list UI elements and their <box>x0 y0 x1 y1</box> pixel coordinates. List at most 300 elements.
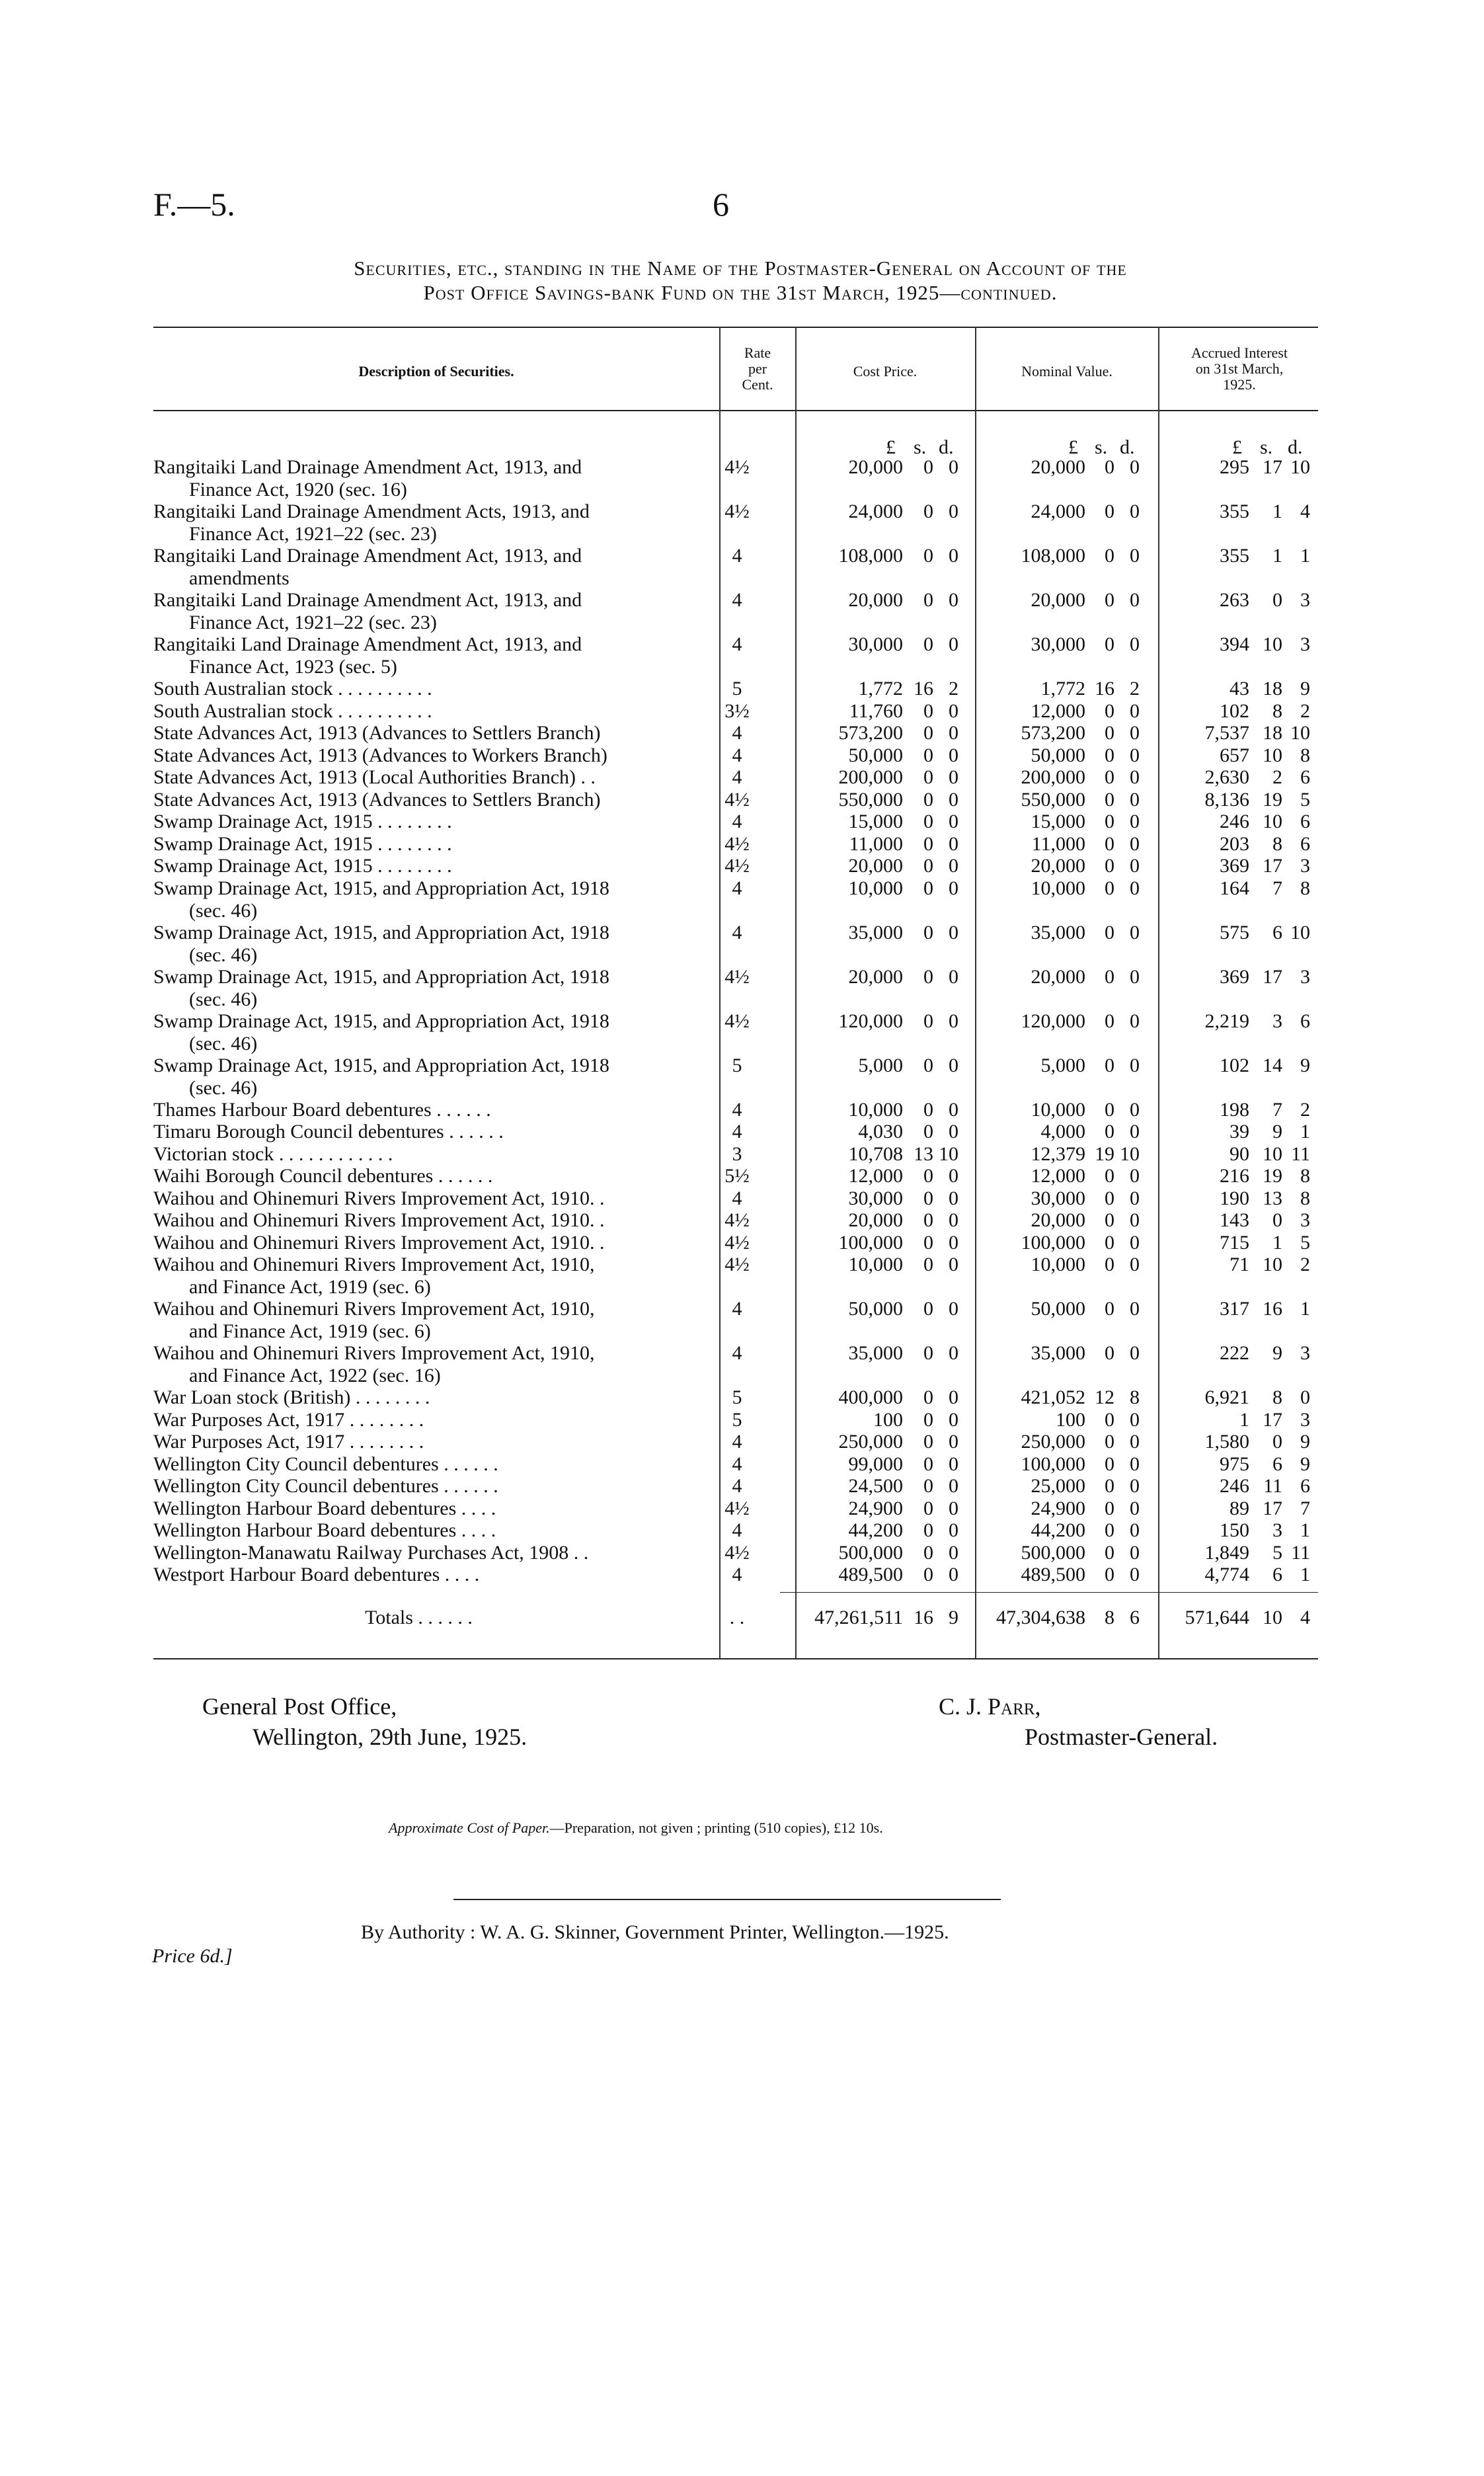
nominal-shillings: 19 <box>1095 1142 1114 1165</box>
accrued-shillings: 10 <box>1263 1254 1282 1275</box>
nominal-pounds: 4,000 <box>1040 1121 1085 1142</box>
security-description-line: Wellington Harbour Board debentures . . . . <box>153 1497 496 1519</box>
cost-shillings: 0 <box>923 699 933 722</box>
page-reference: F.—5. <box>153 186 235 223</box>
security-description-line: Swamp Drainage Act, 1915, and Appropriation Act, 1918 <box>153 877 609 899</box>
cost-shillings: 0 <box>923 744 933 766</box>
security-description <box>153 1498 722 1520</box>
cost-pounds: 30,000 <box>848 1187 903 1209</box>
accrued-pence: 1 <box>1300 545 1310 567</box>
cost-pence: 0 <box>949 1342 958 1364</box>
unit-shillings: s. <box>914 436 927 458</box>
nominal-pounds: 108,000 <box>1021 545 1085 567</box>
accrued-shillings: 10 <box>1263 1142 1282 1165</box>
accrued-pence: 3 <box>1300 1209 1310 1231</box>
cost-shillings: 0 <box>923 1342 933 1364</box>
accrued-shillings: 6 <box>1272 921 1282 943</box>
security-description <box>153 678 722 700</box>
rate-cell: 4½ <box>724 1010 750 1032</box>
accrued-pence: 10 <box>1290 722 1310 744</box>
cost-shillings: 0 <box>923 589 933 611</box>
nominal-pence: 0 <box>1130 921 1140 943</box>
nominal-shillings: 0 <box>1105 1098 1114 1121</box>
nominal-pounds: 50,000 <box>1031 1298 1085 1320</box>
nominal-pounds: 20,000 <box>1031 855 1085 877</box>
accrued-shillings: 10 <box>1263 811 1282 832</box>
cost-shillings: 0 <box>923 1165 933 1187</box>
cost-shillings: 0 <box>923 832 933 855</box>
cost-pence: 0 <box>949 1231 958 1254</box>
security-description <box>153 1055 722 1099</box>
accrued-shillings: 17 <box>1263 1497 1282 1519</box>
nominal-pounds: 15,000 <box>1031 811 1085 832</box>
totals-nominal-shillings: 8 <box>1105 1607 1114 1628</box>
nominal-pounds: 5,000 <box>1040 1054 1085 1076</box>
accrued-pence: 4 <box>1300 500 1310 522</box>
cost-pounds: 10,000 <box>848 1254 903 1275</box>
security-description-line: and Finance Act, 1919 (sec. 6) <box>189 1276 431 1298</box>
cost-pence: 0 <box>949 1054 958 1076</box>
nominal-pounds: 250,000 <box>1021 1431 1085 1453</box>
cost-shillings: 0 <box>923 788 933 811</box>
price: Price 6d.] <box>152 1945 233 1967</box>
security-description-line: Swamp Drainage Act, 1915 . . . . . . . . <box>153 811 452 832</box>
nominal-pence: 0 <box>1130 766 1140 788</box>
cost-pence: 0 <box>949 1010 958 1032</box>
accrued-pounds: 394 <box>1220 633 1249 655</box>
unit-pounds: £ <box>886 436 896 458</box>
nominal-pence: 0 <box>1130 788 1140 811</box>
cost-pence: 0 <box>949 855 958 877</box>
accrued-shillings: 0 <box>1272 1431 1282 1453</box>
accrued-pence: 11 <box>1291 1142 1310 1165</box>
rate-cell: 4 <box>732 1431 742 1453</box>
rate-cell: 4 <box>732 744 742 766</box>
cost-shillings: 0 <box>923 921 933 943</box>
accrued-shillings: 0 <box>1272 1209 1282 1231</box>
signer-title: Postmaster-General. <box>1025 1724 1218 1750</box>
rate-cell: 4 <box>732 722 742 744</box>
unit-pence: d. <box>939 436 954 458</box>
security-description <box>153 1342 722 1387</box>
nominal-pounds: 20,000 <box>1031 965 1085 988</box>
accrued-pence: 3 <box>1300 633 1310 655</box>
security-description <box>153 456 722 501</box>
nominal-pence: 0 <box>1130 500 1140 522</box>
rate-cell: 4 <box>732 1121 742 1142</box>
security-description <box>153 1431 722 1453</box>
nominal-pounds: 421,052 <box>1021 1386 1085 1408</box>
nominal-shillings: 0 <box>1105 788 1114 811</box>
nominal-shillings: 0 <box>1105 1408 1114 1431</box>
security-description-line: State Advances Act, 1913 (Local Authorities Branch) . . <box>153 766 596 788</box>
nominal-pence: 0 <box>1130 877 1140 899</box>
nominal-pence: 0 <box>1130 1121 1140 1142</box>
rate-cell: 5 <box>732 1386 742 1408</box>
cost-pounds: 108,000 <box>838 545 903 567</box>
accrued-shillings: 6 <box>1272 1453 1282 1475</box>
totals-label: Totals . . . . . . <box>365 1607 473 1628</box>
accrued-shillings: 18 <box>1263 678 1282 699</box>
cost-pounds: 5,000 <box>858 1054 903 1076</box>
accrued-pounds: 216 <box>1220 1165 1249 1187</box>
nominal-pence: 0 <box>1130 545 1140 567</box>
nominal-pounds: 489,500 <box>1021 1564 1085 1585</box>
accrued-shillings: 3 <box>1272 1010 1282 1032</box>
cost-pence: 0 <box>949 832 958 855</box>
nominal-shillings: 0 <box>1105 965 1114 988</box>
security-description-line: Waihou and Ohinemuri Rivers Improvement Act, 1910. . <box>153 1187 605 1209</box>
security-description-line: Swamp Drainage Act, 1915, and Appropriation Act, 1918 <box>153 921 609 943</box>
cost-shillings: 0 <box>923 1054 933 1076</box>
cost-pence: 0 <box>949 1254 958 1275</box>
security-description-line: (sec. 46) <box>189 988 258 1010</box>
office-line-1: General Post Office, <box>202 1693 397 1720</box>
nominal-pounds: 100,000 <box>1021 1453 1085 1475</box>
rate-cell: 4½ <box>724 456 750 478</box>
cost-pounds: 35,000 <box>848 921 903 943</box>
cost-pence: 0 <box>949 1121 958 1142</box>
accrued-pounds: 150 <box>1220 1519 1249 1541</box>
accrued-pounds: 355 <box>1220 500 1249 522</box>
cost-pence: 0 <box>949 744 958 766</box>
accrued-pence: 1 <box>1300 1121 1310 1142</box>
accrued-shillings: 7 <box>1272 877 1282 899</box>
security-description <box>153 1254 722 1298</box>
cost-pounds: 489,500 <box>838 1564 903 1585</box>
security-description <box>153 1010 722 1055</box>
security-description <box>153 1143 722 1166</box>
security-description <box>153 966 722 1011</box>
accrued-pounds: 190 <box>1220 1187 1249 1209</box>
accrued-pence: 3 <box>1300 1408 1310 1431</box>
nominal-pounds: 12,379 <box>1031 1142 1085 1165</box>
accrued-pence: 2 <box>1300 699 1310 722</box>
cost-pounds: 20,000 <box>848 855 903 877</box>
cost-pence: 0 <box>949 589 958 611</box>
accrued-pounds: 6,921 <box>1204 1386 1249 1408</box>
cost-shillings: 0 <box>923 1254 933 1275</box>
rate-cell: 4 <box>732 1475 742 1497</box>
nominal-pence: 0 <box>1130 832 1140 855</box>
security-description <box>153 855 722 877</box>
column-header-accrued-line: Accrued Interest <box>1191 344 1288 361</box>
security-description <box>153 1187 722 1210</box>
nominal-pounds: 11,000 <box>1031 832 1085 855</box>
accrued-pounds: 222 <box>1220 1342 1249 1364</box>
nominal-pounds: 550,000 <box>1021 788 1085 811</box>
nominal-shillings: 0 <box>1105 1054 1114 1076</box>
nominal-shillings: 0 <box>1105 1497 1114 1519</box>
nominal-pence: 0 <box>1130 1054 1140 1076</box>
security-description-line: Wellington City Council debentures . . . . . . <box>153 1453 498 1475</box>
security-description-line: Waihou and Ohinemuri Rivers Improvement Act, 1910, <box>153 1342 595 1364</box>
security-description <box>153 789 722 811</box>
cost-pence: 0 <box>949 633 958 655</box>
cost-pounds: 10,000 <box>848 1098 903 1121</box>
nominal-shillings: 0 <box>1105 1431 1114 1453</box>
nominal-pounds: 20,000 <box>1031 1209 1085 1231</box>
cost-note-text: —Preparation, not given ; printing (510 copies), £12 10s. <box>549 1819 883 1836</box>
nominal-pounds: 1,772 <box>1040 678 1085 699</box>
cost-shillings: 0 <box>923 965 933 988</box>
accrued-pounds: 102 <box>1220 699 1249 722</box>
rate-cell: 4½ <box>724 855 750 877</box>
nominal-pence: 2 <box>1130 678 1140 699</box>
cost-pence: 0 <box>949 1298 958 1320</box>
nominal-shillings: 12 <box>1095 1386 1114 1408</box>
security-description-line: Waihou and Ohinemuri Rivers Improvement Act, 1910, <box>153 1298 595 1320</box>
nominal-pence: 0 <box>1130 855 1140 877</box>
column-header-rate-line: Rate <box>744 344 771 361</box>
cost-pence: 0 <box>949 1475 958 1497</box>
nominal-pounds: 10,000 <box>1031 1098 1085 1121</box>
totals-accrued-shillings: 10 <box>1263 1607 1282 1628</box>
rate-cell: 4 <box>732 589 742 611</box>
cost-shillings: 0 <box>923 545 933 567</box>
security-description <box>153 1121 722 1143</box>
accrued-shillings: 1 <box>1272 1231 1282 1254</box>
security-description-line: Swamp Drainage Act, 1915, and Appropriation Act, 1918 <box>153 1054 609 1076</box>
table-top-rule <box>153 327 1318 328</box>
cost-pounds: 4,030 <box>858 1121 903 1142</box>
cost-shillings: 0 <box>923 1475 933 1497</box>
cost-shillings: 0 <box>923 1121 933 1142</box>
security-description <box>153 722 722 744</box>
nominal-shillings: 0 <box>1105 832 1114 855</box>
security-description-line: (sec. 46) <box>189 1076 258 1099</box>
nominal-pounds: 30,000 <box>1031 633 1085 655</box>
accrued-pounds: 90 <box>1230 1142 1249 1165</box>
rate-cell: 4 <box>732 1298 742 1320</box>
nominal-pounds: 20,000 <box>1031 589 1085 611</box>
nominal-shillings: 0 <box>1105 1298 1114 1320</box>
accrued-pence: 10 <box>1290 921 1310 943</box>
cost-note-label: Approximate Cost of Paper. <box>389 1819 550 1836</box>
totals-cost-shillings: 16 <box>914 1607 933 1628</box>
cost-shillings: 0 <box>923 500 933 522</box>
rate-cell: 4 <box>732 633 742 655</box>
nominal-pence: 0 <box>1130 1541 1140 1564</box>
cost-pounds: 50,000 <box>848 1298 903 1320</box>
cost-pounds: 100 <box>873 1408 903 1431</box>
nominal-shillings: 0 <box>1105 1187 1114 1209</box>
column-header-accrued-line: 1925. <box>1223 376 1256 393</box>
security-description-line: Timaru Borough Council debentures . . . . . . <box>153 1121 504 1142</box>
nominal-shillings: 0 <box>1105 1209 1114 1231</box>
cost-pence: 0 <box>949 722 958 744</box>
cost-shillings: 0 <box>923 1209 933 1231</box>
cost-pence: 2 <box>949 678 958 699</box>
accrued-shillings: 19 <box>1263 788 1282 811</box>
cost-pounds: 24,900 <box>848 1497 903 1519</box>
cost-pence: 0 <box>949 1386 958 1408</box>
page-title-line-1: Securities, etc., standing in the Name of the Postmaster-General on Account of the <box>354 257 1127 280</box>
accrued-shillings: 14 <box>1263 1054 1282 1076</box>
nominal-pence: 10 <box>1120 1142 1140 1165</box>
security-description <box>153 811 722 833</box>
accrued-pence: 9 <box>1300 1431 1310 1453</box>
accrued-pounds: 2,630 <box>1204 766 1249 788</box>
accrued-shillings: 6 <box>1272 1564 1282 1585</box>
security-description-line: South Australian stock . . . . . . . . . . <box>153 678 432 699</box>
nominal-pounds: 12,000 <box>1031 1165 1085 1187</box>
cost-pounds: 24,500 <box>848 1475 903 1497</box>
cost-pence: 0 <box>949 1519 958 1541</box>
nominal-pounds: 10,000 <box>1031 877 1085 899</box>
nominal-pence: 0 <box>1130 1453 1140 1475</box>
nominal-shillings: 0 <box>1105 456 1114 478</box>
page-number: 6 <box>713 186 729 223</box>
security-description <box>153 877 722 922</box>
cost-note <box>389 1819 883 1837</box>
nominal-shillings: 0 <box>1105 766 1114 788</box>
totals-nominal-pounds: 47,304,638 <box>996 1607 1085 1628</box>
accrued-shillings: 9 <box>1272 1121 1282 1142</box>
cost-pounds: 35,000 <box>848 1342 903 1364</box>
office-line-2: Wellington, 29th June, 1925. <box>253 1724 527 1750</box>
table-header-rule <box>153 410 1318 411</box>
accrued-pounds: 975 <box>1220 1453 1249 1475</box>
nominal-shillings: 0 <box>1105 877 1114 899</box>
cost-shillings: 0 <box>923 1453 933 1475</box>
accrued-pence: 2 <box>1300 1254 1310 1275</box>
totals-top-rule <box>780 1592 1318 1593</box>
accrued-shillings: 13 <box>1263 1187 1282 1209</box>
security-description-line: Rangitaiki Land Drainage Amendment Acts, 1913, and <box>153 500 590 522</box>
nominal-pounds: 25,000 <box>1031 1475 1085 1497</box>
rate-cell: 4½ <box>724 1209 750 1231</box>
security-description <box>153 545 722 590</box>
accrued-pence: 5 <box>1300 788 1310 811</box>
accrued-pounds: 203 <box>1220 832 1249 855</box>
nominal-pence: 0 <box>1130 1010 1140 1032</box>
unit-pence: d. <box>1120 436 1135 458</box>
nominal-shillings: 0 <box>1105 811 1114 832</box>
nominal-shillings: 0 <box>1105 1342 1114 1364</box>
cost-pounds: 1,772 <box>858 678 903 699</box>
cost-pence: 0 <box>949 1165 958 1187</box>
cost-shillings: 0 <box>923 1231 933 1254</box>
security-description-line: Waihou and Ohinemuri Rivers Improvement Act, 1910, <box>153 1254 595 1275</box>
cost-pounds: 50,000 <box>848 744 903 766</box>
cost-pence: 0 <box>949 1187 958 1209</box>
security-description-line: War Purposes Act, 1917 . . . . . . . . <box>153 1431 424 1453</box>
nominal-shillings: 0 <box>1105 699 1114 722</box>
accrued-shillings: 10 <box>1263 633 1282 655</box>
accrued-pounds: 295 <box>1220 456 1249 478</box>
security-description <box>153 1453 722 1476</box>
nominal-pence: 0 <box>1130 722 1140 744</box>
rate-cell: 4 <box>732 921 742 943</box>
rate-cell: 4 <box>732 545 742 567</box>
nominal-pounds: 12,000 <box>1031 699 1085 722</box>
nominal-pounds: 24,000 <box>1031 500 1085 522</box>
totals-cost-pounds: 47,261,511 <box>814 1607 903 1628</box>
accrued-shillings: 9 <box>1272 1342 1282 1364</box>
nominal-pence: 0 <box>1130 1408 1140 1431</box>
cost-pence: 0 <box>949 500 958 522</box>
security-description-line: Swamp Drainage Act, 1915 . . . . . . . . <box>153 855 452 877</box>
accrued-pence: 5 <box>1300 1231 1310 1254</box>
rate-cell: 4½ <box>724 832 750 855</box>
nominal-shillings: 0 <box>1105 589 1114 611</box>
accrued-pounds: 246 <box>1220 1475 1249 1497</box>
cost-pounds: 20,000 <box>848 965 903 988</box>
nominal-pounds: 200,000 <box>1021 766 1085 788</box>
security-description-line: Waihou and Ohinemuri Rivers Improvement Act, 1910. . <box>153 1209 605 1231</box>
cost-pence: 0 <box>949 1431 958 1453</box>
accrued-pounds: 2,219 <box>1204 1010 1249 1032</box>
printer-authority: By Authority : W. A. G. Skinner, Government Printer, Wellington.—1925. <box>361 1921 949 1943</box>
nominal-shillings: 0 <box>1105 1231 1114 1254</box>
security-description-line: Finance Act, 1923 (sec. 5) <box>189 656 397 678</box>
cost-pounds: 24,000 <box>848 500 903 522</box>
cost-pence: 0 <box>949 1209 958 1231</box>
cost-shillings: 0 <box>923 456 933 478</box>
rate-cell: 3½ <box>724 699 750 722</box>
security-description <box>153 922 722 967</box>
accrued-pounds: 715 <box>1220 1231 1249 1254</box>
accrued-pounds: 4,774 <box>1204 1564 1249 1585</box>
accrued-shillings: 1 <box>1272 545 1282 567</box>
cost-pounds: 400,000 <box>838 1386 903 1408</box>
cost-shillings: 0 <box>923 1298 933 1320</box>
accrued-pounds: 369 <box>1220 855 1249 877</box>
nominal-pounds: 50,000 <box>1031 744 1085 766</box>
security-description <box>153 1475 722 1498</box>
accrued-shillings: 8 <box>1272 1386 1282 1408</box>
security-description-line: War Loan stock (British) . . . . . . . . <box>153 1386 430 1408</box>
accrued-shillings: 17 <box>1263 965 1282 988</box>
totals-rate: . . <box>729 1607 745 1628</box>
cost-pounds: 20,000 <box>848 456 903 478</box>
rate-cell: 4½ <box>724 1497 750 1519</box>
rate-cell: 3 <box>732 1142 742 1165</box>
cost-shillings: 0 <box>923 1431 933 1453</box>
cost-shillings: 0 <box>923 811 933 832</box>
rate-cell: 4½ <box>724 500 750 522</box>
accrued-pounds: 575 <box>1220 921 1249 943</box>
cost-shillings: 0 <box>923 1497 933 1519</box>
cost-pence: 0 <box>949 766 958 788</box>
security-description <box>153 1409 722 1431</box>
security-description-line: amendments <box>189 567 290 589</box>
cost-pence: 0 <box>949 811 958 832</box>
security-description-line: and Finance Act, 1919 (sec. 6) <box>189 1320 431 1342</box>
nominal-pence: 0 <box>1130 1342 1140 1364</box>
authority-rule <box>453 1899 1001 1900</box>
security-description-line: Thames Harbour Board debentures . . . . . . <box>153 1098 491 1121</box>
accrued-pence: 8 <box>1300 744 1310 766</box>
accrued-pence: 9 <box>1300 1453 1310 1475</box>
accrued-pounds: 263 <box>1220 589 1249 611</box>
nominal-shillings: 0 <box>1105 1254 1114 1275</box>
security-description-line: War Purposes Act, 1917 . . . . . . . . <box>153 1408 424 1431</box>
accrued-pounds: 246 <box>1220 811 1249 832</box>
rate-cell: 4½ <box>724 965 750 988</box>
nominal-shillings: 0 <box>1105 500 1114 522</box>
security-description <box>153 1564 722 1586</box>
unit-pounds: £ <box>1068 436 1078 458</box>
accrued-shillings: 10 <box>1263 744 1282 766</box>
security-description-line: Swamp Drainage Act, 1915 . . . . . . . . <box>153 832 452 855</box>
accrued-shillings: 0 <box>1272 589 1282 611</box>
accrued-pence: 9 <box>1300 678 1310 699</box>
cost-shillings: 13 <box>914 1142 933 1165</box>
nominal-pence: 0 <box>1130 744 1140 766</box>
accrued-pence: 11 <box>1291 1541 1310 1564</box>
